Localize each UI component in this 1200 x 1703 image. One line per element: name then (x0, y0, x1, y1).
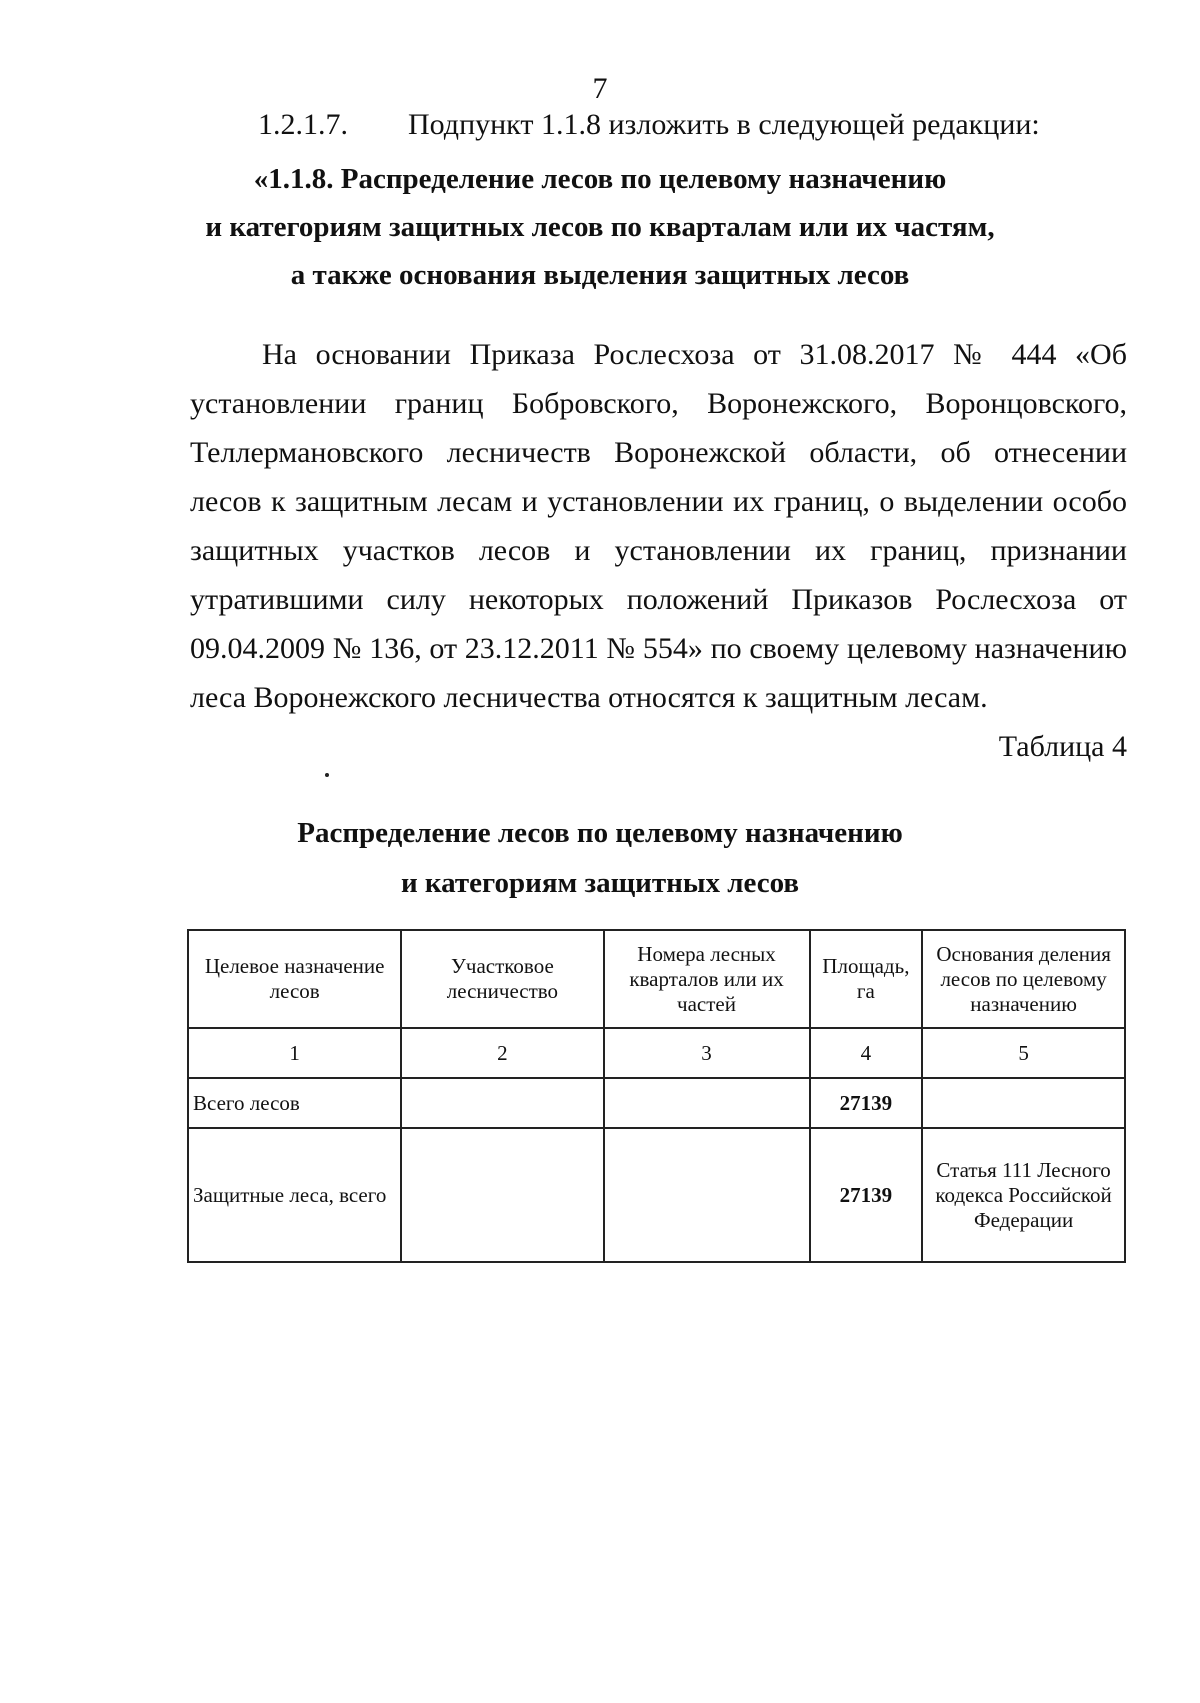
column-number-cell: 1 (188, 1028, 401, 1078)
table-title-line-1: Распределение лесов по целевому назначению (297, 817, 903, 849)
purpose-cell: Защитные леса, всего (188, 1128, 401, 1262)
column-number-cell: 2 (401, 1028, 603, 1078)
area-cell: 27139 (810, 1078, 923, 1128)
clause-number: 1.2.1.7. (258, 108, 348, 141)
header-cell: Номера лесных кварталов или их частей (604, 930, 810, 1028)
clause-line (258, 108, 1040, 142)
header-cell: Целевое назначение лесов (188, 930, 401, 1028)
column-number-cell: 4 (810, 1028, 923, 1078)
section-heading (0, 155, 1200, 299)
district-cell (401, 1128, 603, 1262)
table-row (188, 1078, 1125, 1128)
area-cell: 27139 (810, 1128, 923, 1262)
basis-cell: Статья 111 Лесного кодекса Российской Федерации (922, 1128, 1125, 1262)
header-cell: Участковое лесничество (401, 930, 603, 1028)
body-paragraph: На основании Приказа Рослесхоза от 31.08.2017 № 444 «Об установлении границ Бобровского, Воронежского, Воронцовского, Теллермановского лесничеств Воронежской области, об отнесении лесов к защитным лесам и установлении их границ, о выделении особо защитных участков лесов и установлении их границ, признании утратившими силу некоторых положений Приказов Рослесхоза от 09.04.2009 № 136, от 23.12.2011 № 554» по своему целевому назначению леса Воронежского лесничества относятся к защитным лесам. (190, 338, 1127, 714)
forest-distribution-table (187, 929, 1126, 1263)
table-caption: Таблица 4 (998, 730, 1127, 763)
section-heading-line-2: и категориям защитных лесов по кварталам или их частям, (205, 211, 995, 243)
header-cell: Основания деления лесов по целевому назначению (922, 930, 1125, 1028)
table-title-line-2: и категориям защитных лесов (400, 867, 800, 899)
section-heading-line-1: «1.1.8. Распределение лесов по целевому назначению (253, 163, 947, 195)
page-number: 7 (592, 72, 608, 105)
district-cell (401, 1078, 603, 1128)
stray-dot (325, 773, 329, 777)
column-number-cell: 5 (922, 1028, 1125, 1078)
column-number-row (188, 1028, 1125, 1078)
table-header-row (188, 930, 1125, 1028)
quarters-cell (604, 1078, 810, 1128)
header-cell: Площадь, га (810, 930, 923, 1028)
section-heading-line-3: а также основания выделения защитных лесов (290, 259, 910, 291)
table-row (188, 1128, 1125, 1262)
quarters-cell (604, 1128, 810, 1262)
column-number-cell: 3 (604, 1028, 810, 1078)
clause-text: Подпункт 1.1.8 изложить в следующей редакции: (408, 108, 1040, 141)
table-title (0, 808, 1200, 908)
basis-cell (922, 1078, 1125, 1128)
purpose-cell: Всего лесов (188, 1078, 401, 1128)
